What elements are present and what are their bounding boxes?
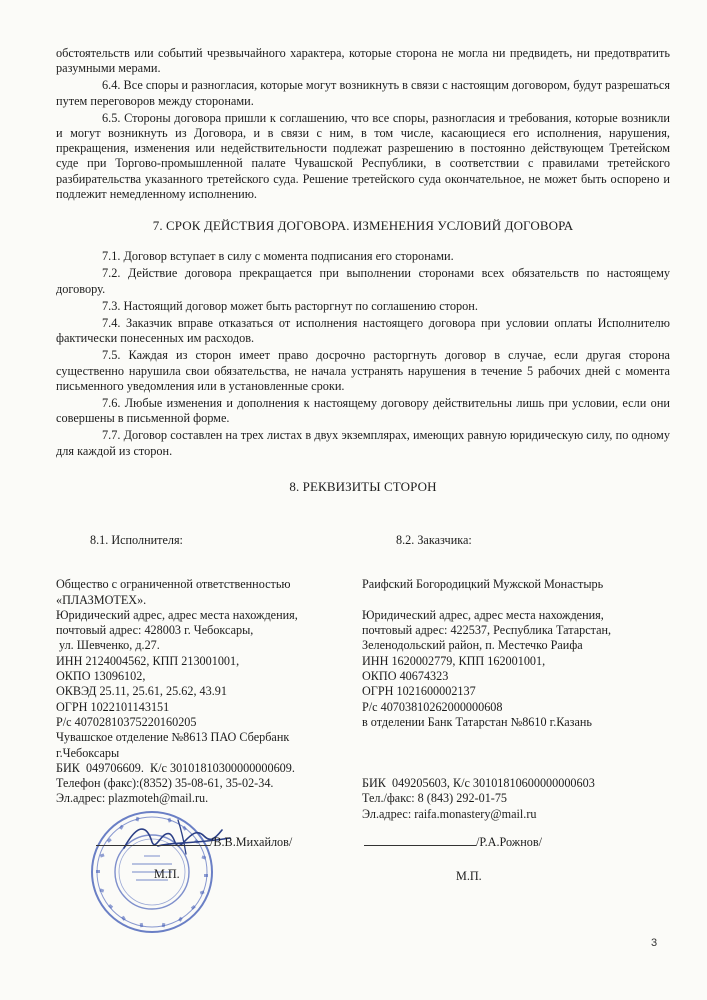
signature-blank <box>364 833 476 846</box>
executor-line: Р/с 40702810375220160205 <box>56 714 197 729</box>
paragraph-7-2: 7.2. Действие договора прекращается при выполнении сторонами всех обязательств по настоящему договору. <box>56 266 670 296</box>
executor-line: Чувашское отделение №8613 ПАО Сбербанк <box>56 730 290 745</box>
customer-signature-line <box>364 833 542 850</box>
customer-line: Зеленодольский район, п. Местечко Раифа <box>362 638 583 653</box>
customer-line: Юридический адрес, адрес места нахождения, <box>362 607 604 622</box>
page-number: 3 <box>651 937 658 949</box>
executor-details <box>56 533 346 807</box>
customer-signature-name: /Р.А.Рожнов/ <box>476 835 542 849</box>
executor-stamp-label: М.П. <box>154 867 180 881</box>
customer-line: Р/с 40703810262000000608 <box>362 699 503 714</box>
customer-name: Раифский Богородицкий Мужской Монастырь <box>362 577 604 592</box>
document-body <box>56 46 670 510</box>
executor-line: БИК 049706609. К/с 30101810300000000609. <box>56 760 295 775</box>
customer-heading: 8.2. Заказчика: <box>396 533 472 547</box>
customer-line: в отделении Банк Татарстан №8610 г.Казань <box>362 714 592 729</box>
customer-line: ОГРН 1021600002137 <box>362 684 476 699</box>
paragraph-7-5: 7.5. Каждая из сторон имеет право досрочно расторгнуть договор в случае, если другая сторона существенно нарушила свои обязательства, не начала устранять нарушения в течение 5 рабочих дней с момента письменного уведомления или в установленные сроки. <box>56 348 670 393</box>
customer-details <box>362 533 670 822</box>
executor-line: почтовый адрес: 428003 г. Чебоксары, <box>56 623 254 638</box>
customer-line: ИНН 1620002779, КПП 162001001, <box>362 653 546 668</box>
executor-line: ОКВЭД 25.11, 25.61, 25.62, 43.91 <box>56 684 227 699</box>
executor-line: ОГРН 1022101143151 <box>56 699 170 714</box>
section-7-heading: 7. СРОК ДЕЙСТВИЯ ДОГОВОРА. ИЗМЕНЕНИЯ УСЛОВИЙ ДОГОВОРА <box>152 218 574 234</box>
customer-line: почтовый адрес: 422537, Республика Татарстан, <box>362 623 612 638</box>
executor-line: Юридический адрес, адрес места нахождения, <box>56 607 298 622</box>
customer-line: ОКПО 40674323 <box>362 669 449 684</box>
customer-line: Тел./факс: 8 (843) 292-01-75 <box>362 791 508 806</box>
customer-line: БИК 049205603, К/с 30101810600000000603 <box>362 776 595 791</box>
executor-signature-name: /В.В.Михайлов/ <box>210 835 293 849</box>
executor-line: Эл.адрес: plazmoteh@mail.ru. <box>56 791 209 806</box>
paragraph-7-6: 7.6. Любые изменения и дополнения к настоящему договору действительны лишь при условии, если они совершены в письменной форме. <box>56 396 670 426</box>
paragraph-continuation: обстоятельств или событий чрезвычайного характера, которые сторона не могла ни предвидеть, ни предотвратить разумными мерами. <box>56 46 670 76</box>
signature-blank <box>96 833 210 846</box>
executor-line: «ПЛАЗМОТЕХ». <box>56 592 147 607</box>
executor-line: Телефон (факс):(8352) 35-08-61, 35-02-34. <box>56 776 274 791</box>
executor-line: ул. Шевченко, д.27. <box>56 638 160 653</box>
executor-line: г.Чебоксары <box>56 745 120 760</box>
executor-line: ОКПО 13096102, <box>56 669 146 684</box>
customer-line: Эл.адрес: raifa.monastery@mail.ru <box>362 806 537 821</box>
paragraph-7-4: 7.4. Заказчик вправе отказаться от исполнения настоящего договора при условии оплаты Исполнителю фактически понесенных им расходов. <box>56 316 670 346</box>
paragraph-7-7: 7.7. Договор составлен на трех листах в двух экземплярах, имеющих равную юридическую силу, по одному для каждой из сторон. <box>56 428 670 458</box>
paragraph-6-4: 6.4. Все споры и разногласия, которые могут возникнуть в связи с настоящим договором, будут разрешаться путем переговоров между сторонами. <box>56 78 670 108</box>
paragraph-6-5: 6.5. Стороны договора пришли к соглашению, что все споры, разногласия и требования, которые возникли и могут возникнуть из Договора, и в связи с ним, в том числе, касающиеся его исполнения, нарушения, прекращения, изменения или недействительности подлежат разрешению в постоянно действующем Третейском суде при Торгово-промышленной палате Чувашской Республики, в соответствии с правилами третейского разбирательства указанного третейского суда. Решение третейского суда окончательное, не может быть оспорено и подлежит немедленному исполнению. <box>56 110 670 201</box>
executor-signature-line <box>96 833 292 850</box>
spacer <box>362 593 670 608</box>
executor-line: ИНН 2124004562, КПП 213001001, <box>56 653 240 668</box>
paragraph-7-3: 7.3. Настоящий договор может быть расторгнут по соглашению сторон. <box>102 298 478 313</box>
paragraph-7-1: 7.1. Договор вступает в силу с момента подписания его сторонами. <box>102 249 454 264</box>
spacer <box>362 730 670 745</box>
customer-stamp-label: М.П. <box>456 869 482 883</box>
spacer <box>362 746 670 761</box>
spacer <box>362 761 670 776</box>
section-8-heading: 8. РЕКВИЗИТЫ СТОРОН <box>289 478 437 494</box>
executor-heading: 8.1. Исполнителя: <box>90 533 183 547</box>
executor-line: Общество с ограниченной ответственностью <box>56 577 291 592</box>
